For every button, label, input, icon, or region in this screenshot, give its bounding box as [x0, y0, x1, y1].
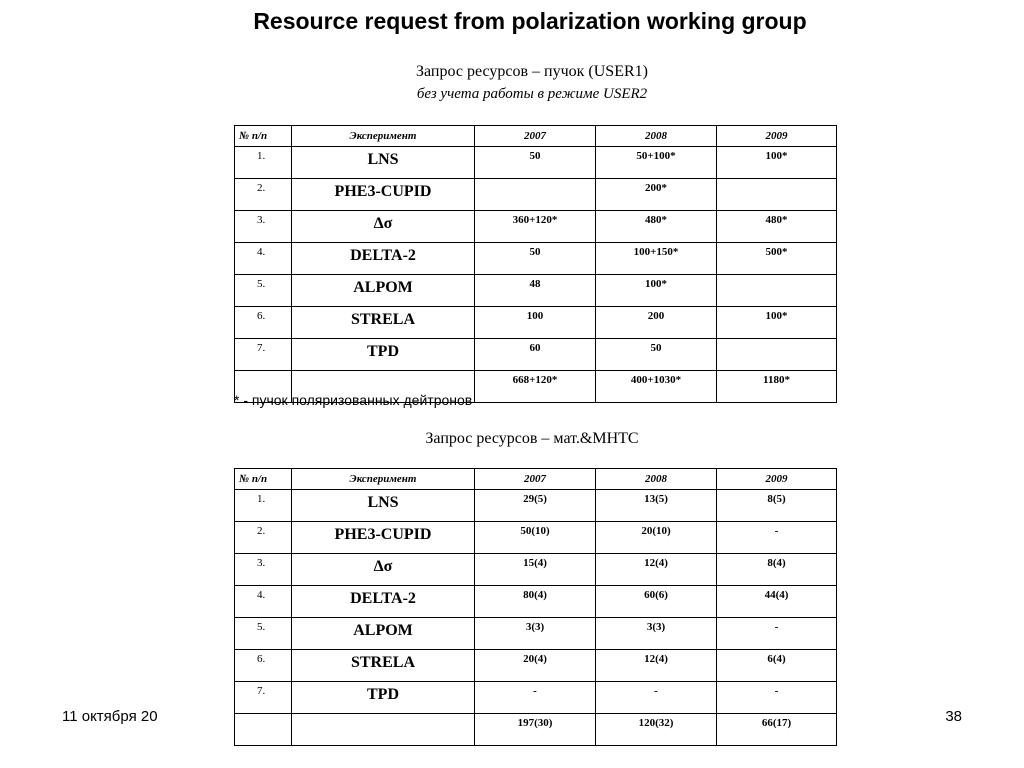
- year-value-cell: 500*: [717, 243, 837, 275]
- row-number-cell: 1.: [235, 147, 292, 179]
- column-header: 2009: [717, 469, 837, 490]
- experiment-cell: Δσ: [292, 211, 475, 243]
- year-value-cell: 360+120*: [475, 211, 596, 243]
- year-value-cell: 50: [475, 243, 596, 275]
- row-number-cell: 3.: [235, 554, 292, 586]
- column-header: 2007: [475, 469, 596, 490]
- experiment-cell: LNS: [292, 490, 475, 522]
- table-computing-request: [234, 468, 837, 746]
- year-value-cell: 12(4): [596, 650, 717, 682]
- year-value-cell: 20(10): [596, 522, 717, 554]
- year-value-cell: 3(3): [596, 618, 717, 650]
- year-value-cell: 480*: [717, 211, 837, 243]
- column-header: 2009: [717, 126, 837, 147]
- row-number-cell: 2.: [235, 522, 292, 554]
- footer-date: 11 октября 20: [62, 708, 158, 725]
- table-row: [235, 650, 837, 682]
- year-value-cell: 15(4): [475, 554, 596, 586]
- year-value-cell: 100+150*: [596, 243, 717, 275]
- row-number-cell: 5.: [235, 618, 292, 650]
- year-value-cell: 8(4): [717, 554, 837, 586]
- year-value-cell: 3(3): [475, 618, 596, 650]
- year-value-cell: 60: [475, 339, 596, 371]
- table-row: [235, 522, 837, 554]
- table-row: [235, 307, 837, 339]
- page-number: 38: [945, 708, 962, 725]
- year-value-cell: 50: [596, 339, 717, 371]
- row-number-cell: 1.: [235, 490, 292, 522]
- total-row: [235, 714, 837, 746]
- table-row: [235, 275, 837, 307]
- year-value-cell: [475, 179, 596, 211]
- experiment-cell: PHE3-CUPID: [292, 179, 475, 211]
- experiment-cell: PHE3-CUPID: [292, 522, 475, 554]
- year-value-cell: 100*: [717, 147, 837, 179]
- table1-subheading: без учета работы в режиме USER2: [416, 86, 648, 102]
- year-value-cell: 8(5): [717, 490, 837, 522]
- year-value-cell: 6(4): [717, 650, 837, 682]
- year-value-cell: [717, 339, 837, 371]
- year-value-cell: 100*: [596, 275, 717, 307]
- year-value-cell: -: [475, 682, 596, 714]
- table-row: [235, 243, 837, 275]
- experiment-cell: DELTA-2: [292, 586, 475, 618]
- column-header: 2008: [596, 469, 717, 490]
- year-value-cell: 60(6): [596, 586, 717, 618]
- table1-heading: Запрос ресурсов – пучок (USER1): [416, 63, 648, 80]
- year-value-cell: 668+120*: [475, 371, 596, 403]
- experiment-cell: TPD: [292, 682, 475, 714]
- row-number-cell: 6.: [235, 650, 292, 682]
- year-value-cell: 100*: [717, 307, 837, 339]
- row-number-cell: 2.: [235, 179, 292, 211]
- experiment-cell: Δσ: [292, 554, 475, 586]
- table-row: [235, 586, 837, 618]
- year-value-cell: 50+100*: [596, 147, 717, 179]
- row-number-cell: 4.: [235, 586, 292, 618]
- column-header: 2008: [596, 126, 717, 147]
- year-value-cell: 29(5): [475, 490, 596, 522]
- experiment-cell: DELTA-2: [292, 243, 475, 275]
- row-number-cell: 5.: [235, 275, 292, 307]
- column-header: № п/п: [235, 469, 292, 490]
- year-value-cell: [717, 179, 837, 211]
- year-value-cell: 1180*: [717, 371, 837, 403]
- year-value-cell: 80(4): [475, 586, 596, 618]
- table-header-row: [235, 469, 837, 490]
- table-row: [235, 554, 837, 586]
- table-row: [235, 339, 837, 371]
- experiment-cell: STRELA: [292, 650, 475, 682]
- table-header-row: [235, 126, 837, 147]
- table-beam-request: [234, 125, 837, 403]
- experiment-cell: LNS: [292, 147, 475, 179]
- year-value-cell: -: [717, 618, 837, 650]
- year-value-cell: -: [717, 682, 837, 714]
- year-value-cell: 12(4): [596, 554, 717, 586]
- column-header: Эксперимент: [292, 469, 475, 490]
- footnote: * - пучок поляризованных дейтронов: [234, 392, 473, 408]
- row-number-cell: [235, 714, 292, 746]
- row-number-cell: 6.: [235, 307, 292, 339]
- experiment-cell: STRELA: [292, 307, 475, 339]
- year-value-cell: 120(32): [596, 714, 717, 746]
- column-header: Эксперимент: [292, 126, 475, 147]
- year-value-cell: [717, 275, 837, 307]
- slide-title: Resource request from polarization working group: [253, 8, 807, 34]
- row-number-cell: 7.: [235, 339, 292, 371]
- row-number-cell: 3.: [235, 211, 292, 243]
- table-row: [235, 147, 837, 179]
- year-value-cell: 197(30): [475, 714, 596, 746]
- year-value-cell: 100: [475, 307, 596, 339]
- row-number-cell: 4.: [235, 243, 292, 275]
- table-row: [235, 490, 837, 522]
- table-row: [235, 618, 837, 650]
- year-value-cell: 66(17): [717, 714, 837, 746]
- table2-heading: Запрос ресурсов – мат.&МНТС: [425, 430, 639, 447]
- experiment-cell: ALPOM: [292, 618, 475, 650]
- year-value-cell: -: [596, 682, 717, 714]
- year-value-cell: 200: [596, 307, 717, 339]
- year-value-cell: 13(5): [596, 490, 717, 522]
- column-header: 2007: [475, 126, 596, 147]
- year-value-cell: 50(10): [475, 522, 596, 554]
- year-value-cell: 50: [475, 147, 596, 179]
- experiment-cell: TPD: [292, 339, 475, 371]
- table-row: [235, 682, 837, 714]
- experiment-cell: [292, 714, 475, 746]
- table-row: [235, 179, 837, 211]
- year-value-cell: 480*: [596, 211, 717, 243]
- year-value-cell: 20(4): [475, 650, 596, 682]
- year-value-cell: 44(4): [717, 586, 837, 618]
- experiment-cell: ALPOM: [292, 275, 475, 307]
- year-value-cell: 200*: [596, 179, 717, 211]
- row-number-cell: 7.: [235, 682, 292, 714]
- year-value-cell: 48: [475, 275, 596, 307]
- column-header: № п/п: [235, 126, 292, 147]
- year-value-cell: -: [717, 522, 837, 554]
- year-value-cell: 400+1030*: [596, 371, 717, 403]
- table-row: [235, 211, 837, 243]
